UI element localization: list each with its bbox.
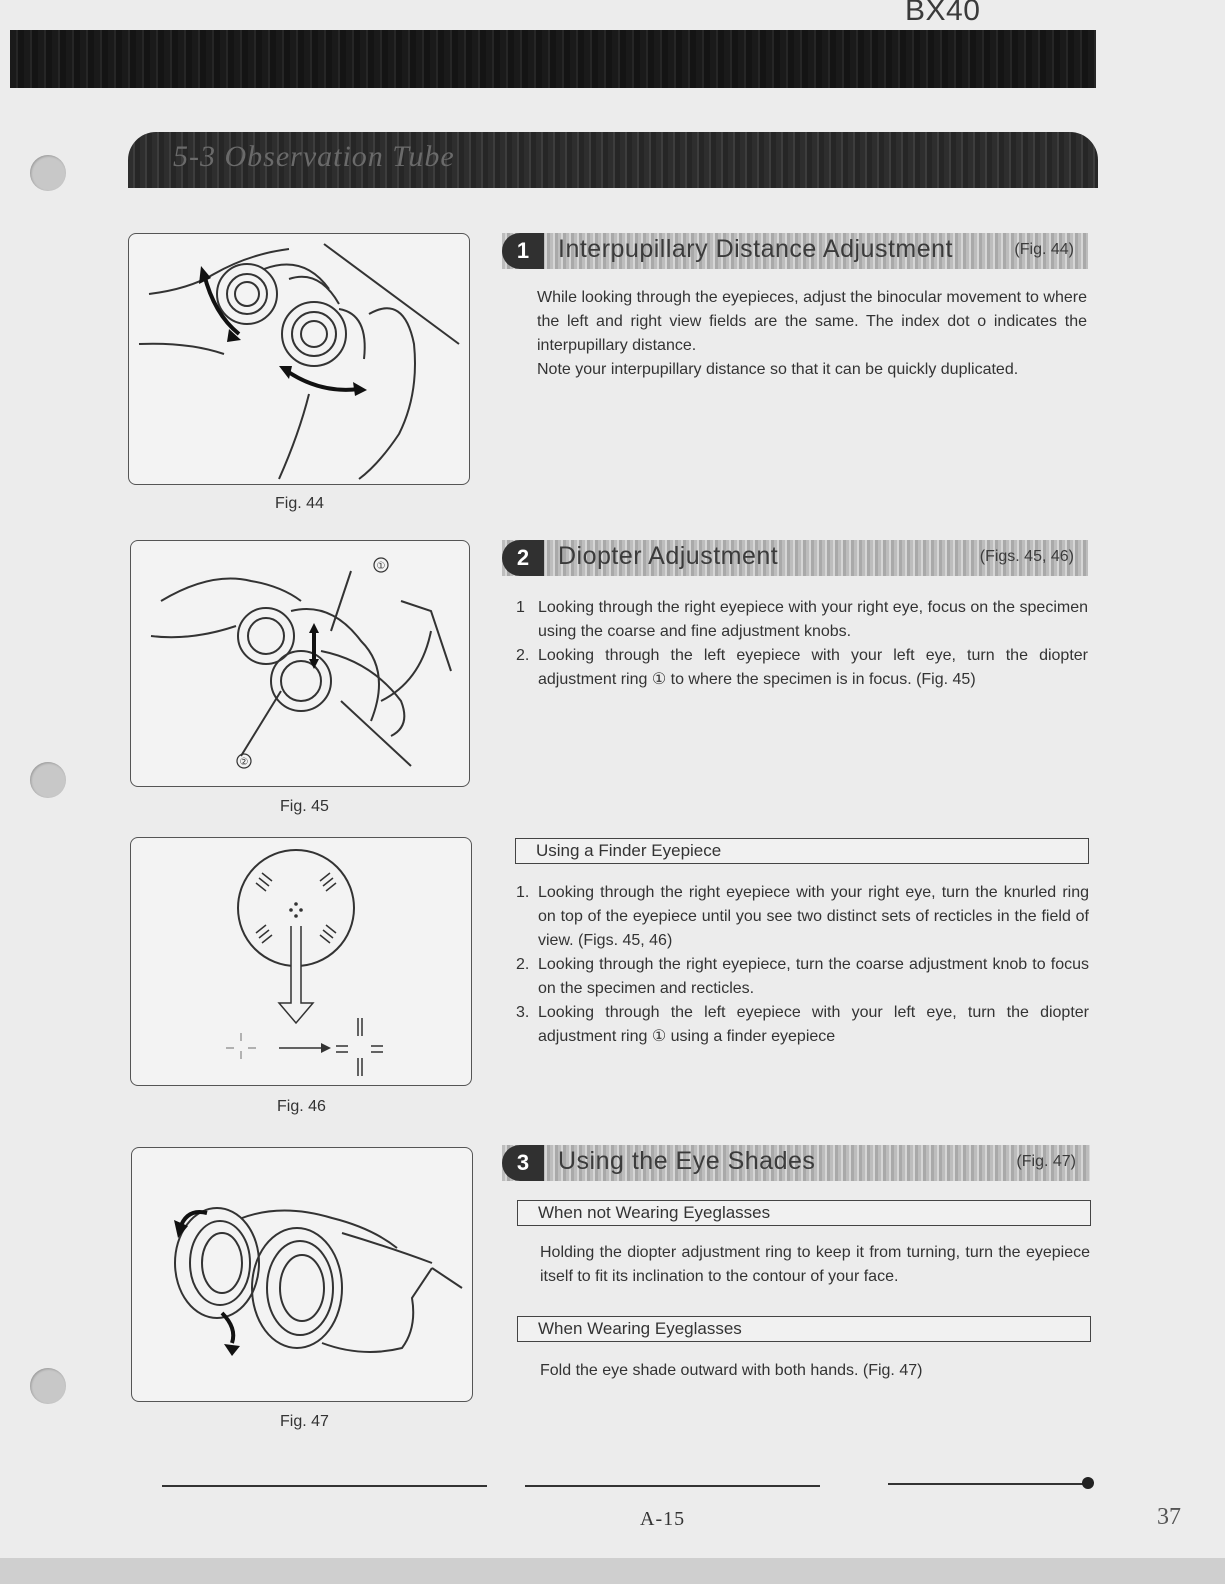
list-item: 2. Looking through the left eyepiece with your left eye, turn the diopter adjustment ring ① to where the specimen is in focus. (Fig. 45) xyxy=(516,647,1088,688)
step-1-note: Note your interpupillary distance so that it can be quickly duplicated. xyxy=(537,361,1019,378)
footer-dot xyxy=(1082,1477,1094,1489)
section-banner xyxy=(128,132,1098,188)
step-3-heading xyxy=(502,1145,1090,1181)
list-item: 2. Looking through the right eyepiece, turn the coarse adjustment knob to focus on the specimen and recticles. xyxy=(516,956,1089,997)
list-item: 3. Looking through the left eyepiece with your left eye, turn the diopter adjustment ring ① using a finder eyepiece xyxy=(516,1004,1089,1045)
binder-hole xyxy=(30,762,66,798)
binder-hole xyxy=(30,1368,66,1404)
footer-rule xyxy=(525,1485,820,1487)
eye-shade-illustration xyxy=(132,1148,472,1401)
model-name: BX40 xyxy=(905,0,981,27)
figure-45 xyxy=(130,540,470,787)
footer-rule xyxy=(888,1483,1088,1485)
figure-44 xyxy=(128,233,470,485)
finder-eyepiece-heading: Using a Finder Eyepiece xyxy=(515,838,1089,864)
figure-caption: Fig. 46 xyxy=(277,1098,326,1115)
no-eyeglasses-text: Holding the diopter adjustment ring to keep it from turning, turn the eyepiece itself to fit its inclination to the contour of your face. xyxy=(540,1244,1090,1285)
step-2-heading xyxy=(502,540,1088,576)
eyeglasses-text: Fold the eye shade outward with both hands. (Fig. 47) xyxy=(540,1362,923,1379)
step-2-badge: 2 xyxy=(502,540,544,576)
figure-47 xyxy=(131,1147,473,1402)
handwritten-page-number: 37 xyxy=(1157,1504,1181,1530)
callout-2: ② xyxy=(239,757,249,768)
footer-rule xyxy=(162,1485,487,1487)
callout-1: ① xyxy=(376,561,386,572)
step-2-ref: (Figs. 45, 46) xyxy=(979,548,1074,565)
step-2-title: Diopter Adjustment xyxy=(558,542,779,570)
reticle-illustration xyxy=(131,838,471,1085)
step-2-list xyxy=(516,596,1088,692)
eyeglasses-heading: When Wearing Eyeglasses xyxy=(517,1316,1091,1342)
list-item: 1 Looking through the right eyepiece with your right eye, focus on the specimen using the coarse and fine adjustment knobs. xyxy=(516,599,1088,640)
list-item: 1. Looking through the right eyepiece with your right eye, turn the knurled ring on top of the eyepiece until you see two distinct sets of recticles in the field of view. (Figs. 45, 46) xyxy=(516,884,1089,949)
binocular-adjust-illustration xyxy=(129,234,469,484)
step-3-ref: (Fig. 47) xyxy=(1016,1153,1076,1170)
finder-eyepiece-list xyxy=(516,881,1089,1049)
step-1-paragraph: While looking through the eyepieces, adjust the binocular movement to where the left and right view fields are the same. The index dot o indicates the interpupillary distance. xyxy=(537,289,1087,354)
figure-46 xyxy=(130,837,472,1086)
step-1-badge: 1 xyxy=(502,233,544,269)
step-1-heading xyxy=(502,233,1088,269)
no-eyeglasses-heading: When not Wearing Eyeglasses xyxy=(517,1200,1091,1226)
header-bar xyxy=(10,30,1096,88)
diopter-ring-illustration xyxy=(131,541,469,786)
page-number: A-15 xyxy=(640,1508,686,1530)
bottom-scan-edge xyxy=(0,1558,1225,1584)
section-title: 5-3 Observation Tube xyxy=(173,140,455,173)
figure-caption: Fig. 47 xyxy=(280,1413,329,1430)
figure-caption: Fig. 44 xyxy=(275,495,324,512)
binder-hole xyxy=(30,155,66,191)
step-1-text xyxy=(537,286,1087,382)
figure-caption: Fig. 45 xyxy=(280,798,329,815)
step-3-title: Using the Eye Shades xyxy=(558,1147,816,1175)
step-1-ref: (Fig. 44) xyxy=(1014,241,1074,258)
step-3-badge: 3 xyxy=(502,1145,544,1181)
step-1-title: Interpupillary Distance Adjustment xyxy=(558,235,953,263)
